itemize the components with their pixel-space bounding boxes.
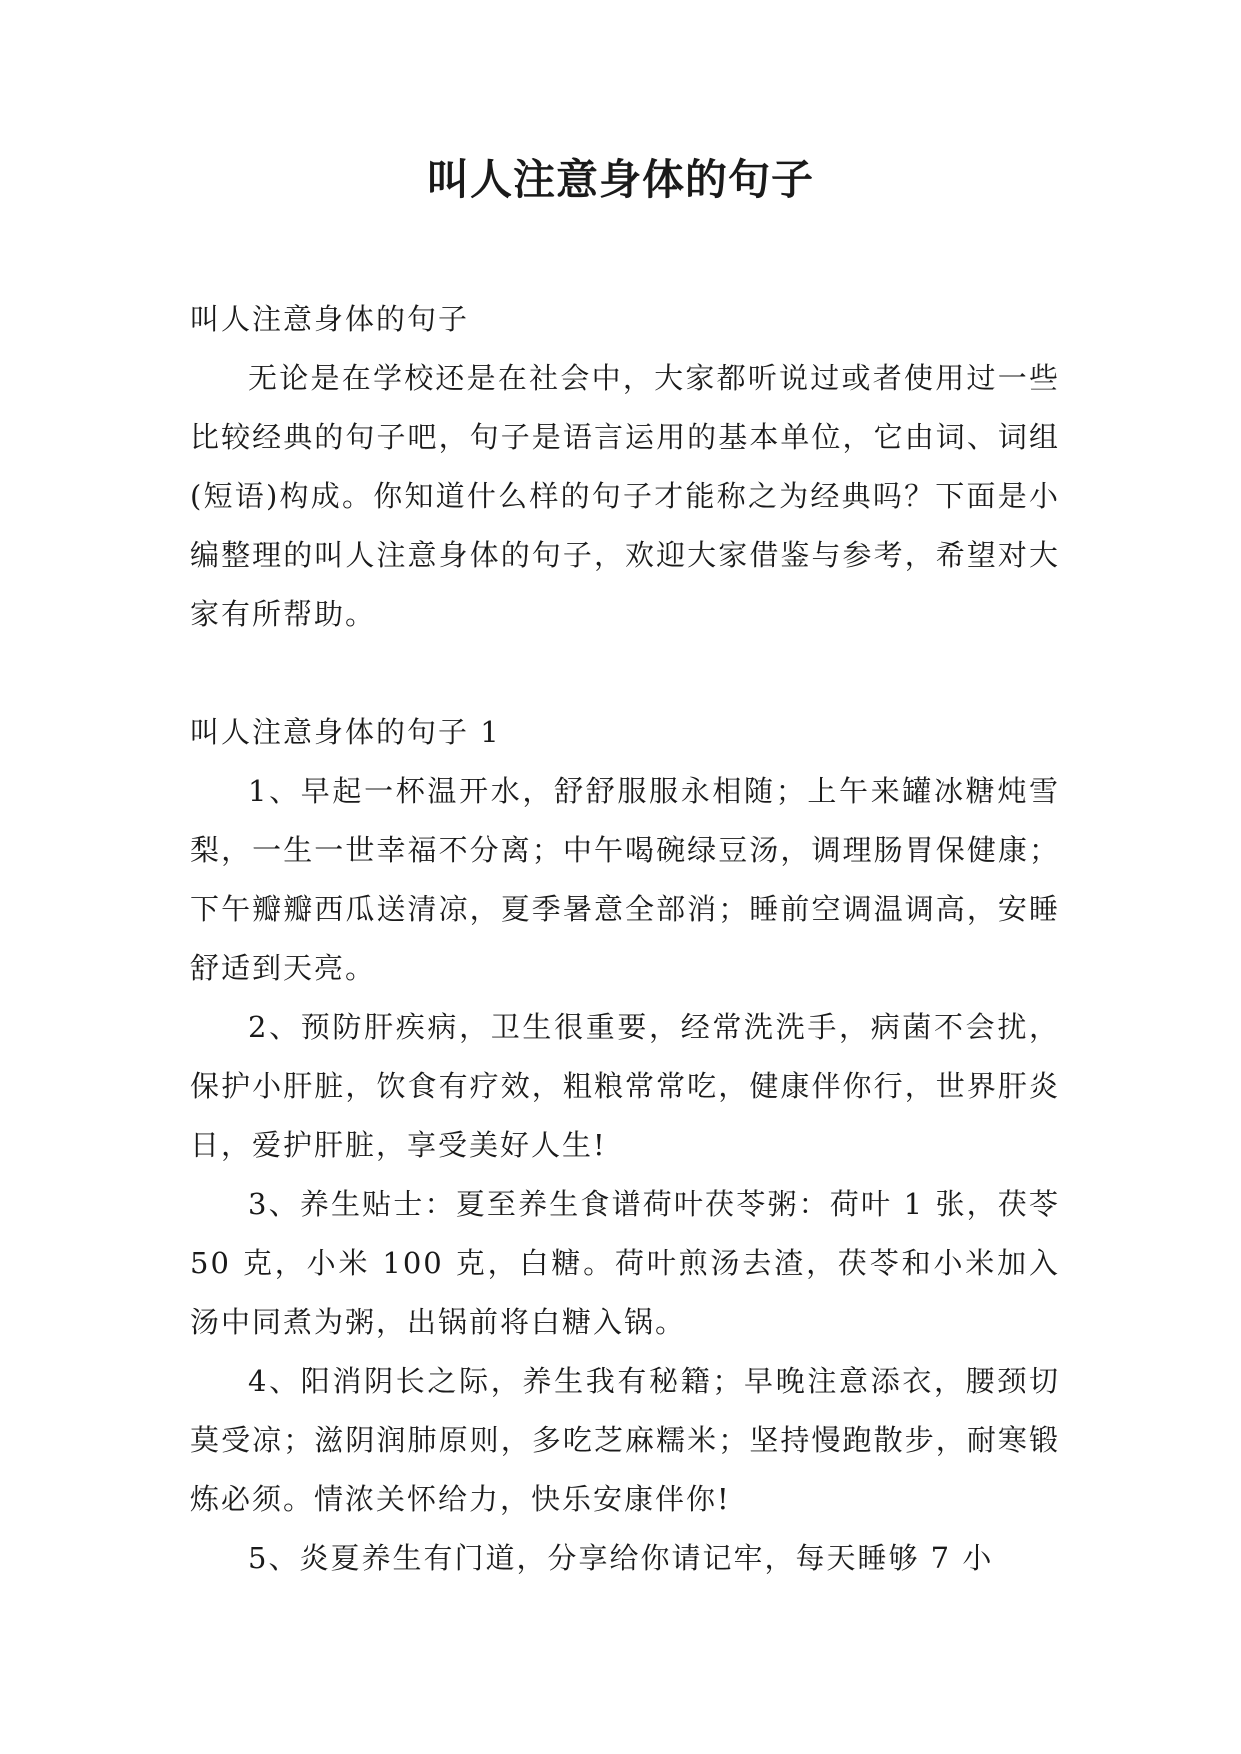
intro-paragraph: 无论是在学校还是在社会中，大家都听说过或者使用过一些比较经典的句子吧，句子是语言运用的基本单位，它由词、词组(短语)构成。你知道什么样的句子才能称之为经典吗？下面是小编整理的叫人注意身体的句子，欢迎大家借鉴与参考，希望对大家有所帮助。	[190, 361, 1060, 631]
section-heading: 叫人注意身体的句子 1	[190, 715, 501, 749]
document-body	[190, 290, 1060, 1588]
list-item: 4、阳消阴长之际，养生我有秘籍；早晚注意添衣，腰颈切莫受凉；滋阴润肺原则，多吃芝麻糯米；坚持慢跑散步，耐寒锻炼必须。情浓关怀给力，快乐安康伴你!	[190, 1364, 1060, 1516]
list-item: 1、早起一杯温开水，舒舒服服永相随；上午来罐冰糖炖雪梨，一生一世幸福不分离；中午喝碗绿豆汤，调理肠胃保健康；下午瓣瓣西瓜送清凉，夏季暑意全部消；睡前空调温调高，安睡舒适到天亮。	[190, 774, 1060, 985]
intro-heading: 叫人注意身体的句子	[190, 302, 470, 336]
list-item: 2、预防肝疾病，卫生很重要，经常洗洗手，病菌不会扰，保护小肝脏，饮食有疗效，粗粮常常吃，健康伴你行，世界肝炎日，爱护肝脏，享受美好人生!	[190, 1010, 1060, 1162]
section-spacer	[190, 644, 1060, 703]
list-item: 3、养生贴士：夏至养生食谱荷叶茯苓粥：荷叶 1 张，茯苓 50 克，小米 100 克，白糖。荷叶煎汤去渣，茯苓和小米加入汤中同煮为粥，出锅前将白糖入锅。	[190, 1187, 1060, 1339]
list-item: 5、炎夏养生有门道，分享给你请记牢，每天睡够 7 小	[248, 1541, 994, 1575]
document-title: 叫人注意身体的句子	[426, 155, 814, 204]
